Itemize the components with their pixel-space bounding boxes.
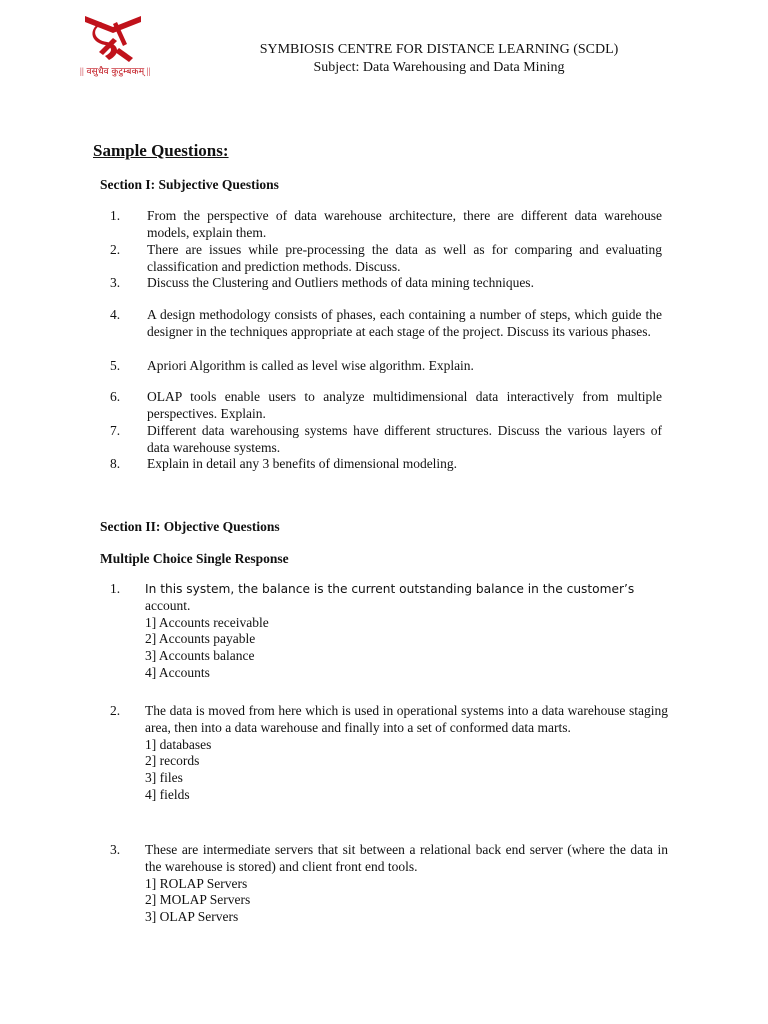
subjective-question-3 (110, 274, 662, 291)
subject-line: Subject: Data Warehousing and Data Mining (313, 60, 565, 75)
question-text: Discuss the Clustering and Outliers methods of data mining techniques. (147, 275, 534, 290)
option-3: 3] files (145, 770, 183, 786)
question-number: 2. (110, 703, 121, 718)
question-text: The data is moved from here which is used in operational systems into a data warehouse staging area, then into a data warehouse and finally into a set of conformed data marts. (145, 703, 668, 735)
option-1: 1] Accounts receivable (145, 614, 269, 630)
question-number: 3. (110, 275, 121, 290)
scdl-logo-icon (83, 14, 143, 66)
section-2-heading: Section II: Objective Questions (100, 519, 280, 534)
question-text-continued: account. (145, 597, 191, 613)
question-text: Apriori Algorithm is called as level wise algorithm. Explain. (147, 358, 474, 373)
objective-question-3 (110, 842, 668, 926)
option-2: 2] Accounts payable (145, 631, 256, 647)
question-number: 6. (110, 389, 121, 404)
question-text: OLAP tools enable users to analyze multidimensional data interactively from multiple perspectives. Explain. (147, 389, 662, 421)
option-1: 1] databases (145, 736, 212, 752)
question-text: These are intermediate servers that sit between a relational back end server (where the data in the warehouse is stored) and client front end tools. (145, 842, 668, 874)
objective-question-1 (110, 581, 668, 682)
institute-name: SYMBIOSIS CENTRE FOR DISTANCE LEARNING (SCDL) (259, 42, 619, 57)
question-number: 2. (110, 242, 121, 257)
question-number: 8. (110, 456, 121, 471)
option-1: 1] ROLAP Servers (145, 875, 248, 891)
question-text: There are issues while pre-processing the data as well as for comparing and evaluating classification and prediction methods. Discuss. (147, 242, 662, 274)
section-1-heading: Section I: Subjective Questions (100, 177, 279, 192)
question-number: 1. (110, 581, 121, 596)
question-text: In this system, the balance is the current outstanding balance in the customer’s (145, 582, 635, 596)
option-4: 4] fields (145, 786, 190, 802)
option-3: 3] OLAP Servers (145, 909, 239, 925)
section-2-subheading: Multiple Choice Single Response (100, 551, 289, 566)
page-title: Sample Questions: (93, 141, 229, 160)
subjective-question-1 (110, 207, 662, 241)
question-text: Different data warehousing systems have different structures. Discuss the various layers of data warehouse systems. (147, 423, 662, 455)
subjective-question-2 (110, 241, 662, 275)
question-text: A design methodology consists of phases, each containing a number of steps, which guide the designer in the techniques appropriate at each stage of the project. Discuss its various phases. (147, 307, 662, 339)
subjective-question-5 (110, 357, 662, 374)
subjective-question-7 (110, 422, 662, 456)
logo-motto: || वसुधैव कुटुम्बकम् || (80, 66, 151, 76)
objective-question-2 (110, 703, 668, 804)
subjective-question-6 (110, 388, 662, 422)
subjective-question-4 (110, 306, 662, 340)
question-number: 5. (110, 358, 121, 373)
question-number: 7. (110, 423, 121, 438)
option-3: 3] Accounts balance (145, 648, 255, 664)
question-number: 1. (110, 208, 121, 223)
option-4: 4] Accounts (145, 664, 210, 680)
question-number: 3. (110, 842, 121, 857)
option-2: 2] MOLAP Servers (145, 892, 251, 908)
question-text: From the perspective of data warehouse architecture, there are different data warehouse models, explain them. (147, 208, 662, 240)
subjective-question-8 (110, 455, 662, 472)
question-text: Explain in detail any 3 benefits of dimensional modeling. (147, 456, 458, 471)
option-2: 2] records (145, 753, 200, 769)
question-number: 4. (110, 307, 121, 322)
document-header (140, 41, 738, 77)
